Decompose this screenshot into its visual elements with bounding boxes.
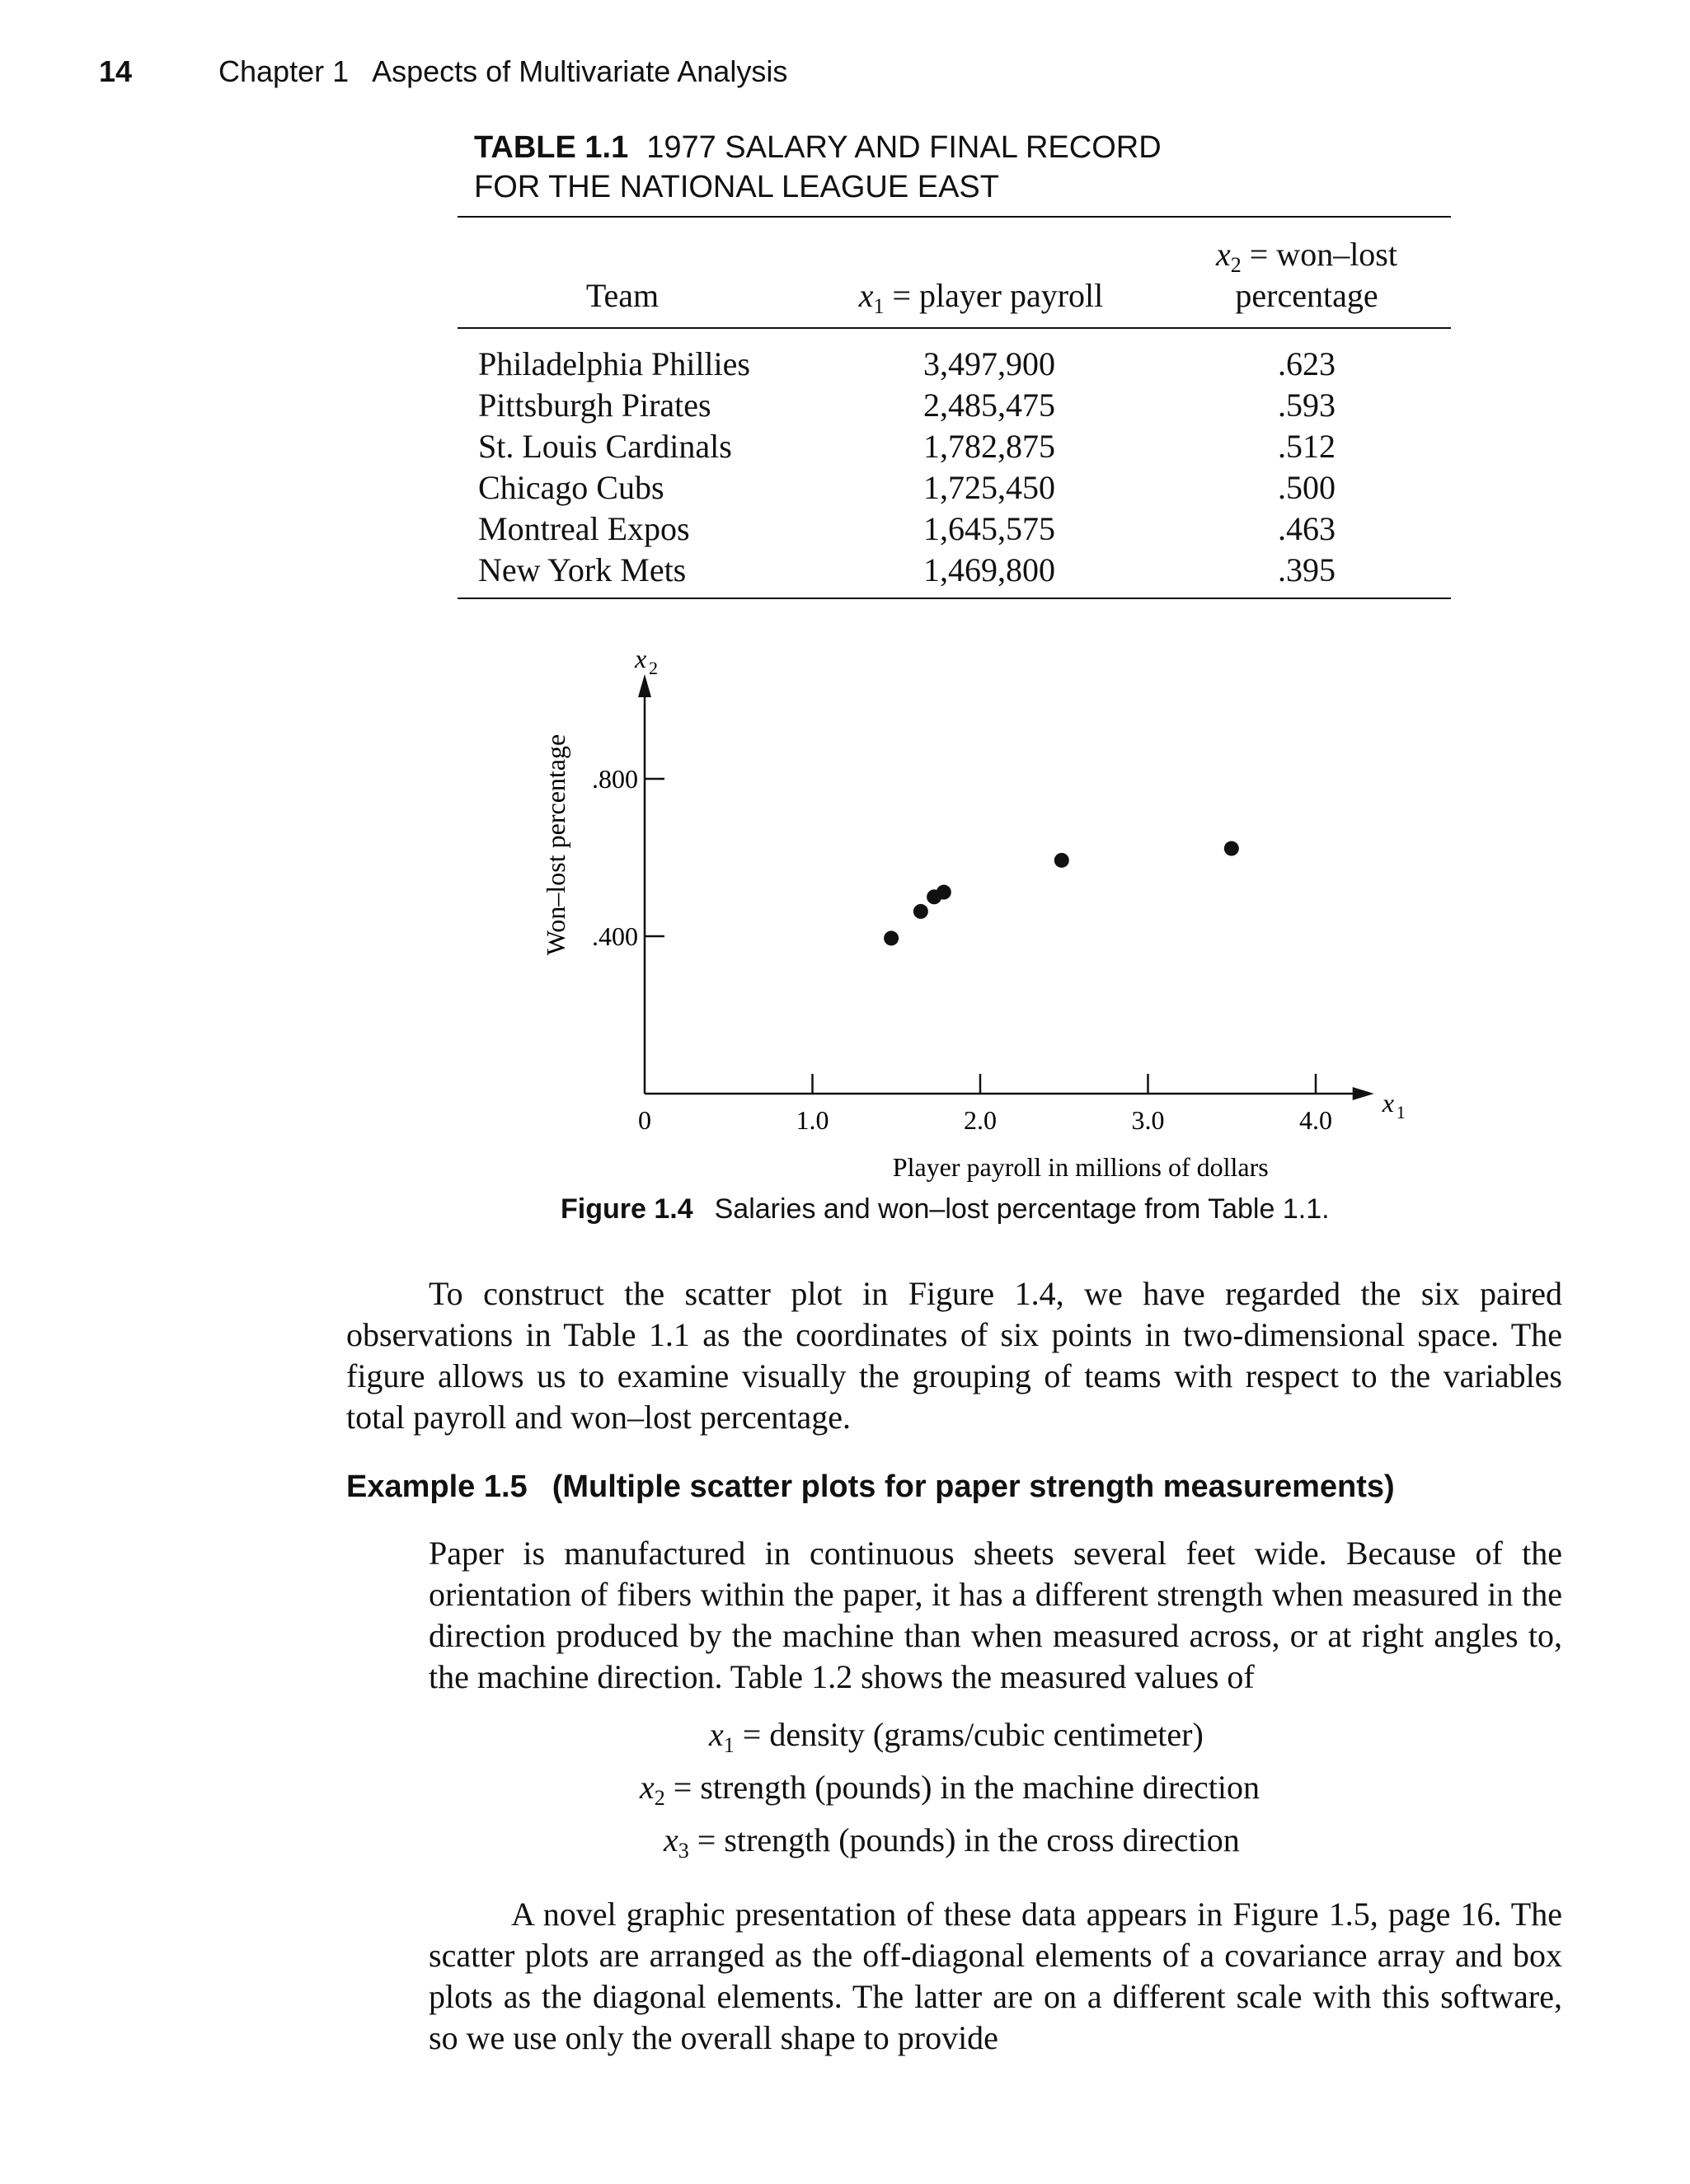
col-header-x1: $x_1$ = player payroll [858,277,1104,318]
example-heading [346,1469,1395,1505]
x-tick-label: 1.0 [796,1105,829,1135]
figure-caption [561,1193,1330,1226]
scatter-chart [0,635,1690,1187]
table-label: TABLE 1.1 [474,130,629,165]
table-row-team: New York Mets [478,551,687,588]
x-tick-label: 3.0 [1131,1105,1165,1135]
equation-x1: $x_1$ = density (grams/cubic centimeter) [709,1716,1204,1757]
data-point [913,904,928,919]
equation-x2: $x_2$ = strength (pounds) in the machine direction [640,1769,1260,1810]
data-point [884,930,899,945]
table-title-line1: 1977 SALARY AND FINAL RECORD [646,130,1162,165]
x-tick-label: 4.0 [1299,1105,1332,1135]
data-point [1224,841,1239,856]
running-title: Chapter 1 Aspects of Multivariate Analysis [218,54,788,88]
x-tick-label: 2.0 [964,1105,997,1135]
table-header-rule [458,327,1451,329]
table-row-team: St. Louis Cardinals [478,428,732,465]
x-axis-variable-sub: 1 [1396,1102,1406,1122]
example-title: (Multiple scatter plots for paper strength measurements) [552,1469,1395,1504]
table-caption [474,128,1463,207]
figure-label: Figure 1.4 [561,1193,693,1225]
table-row-team: Pittsburgh Pirates [478,387,711,424]
x-axis-title: Player payroll in millions of dollars [892,1152,1269,1182]
y-axis-variable-sub: 2 [649,658,658,678]
table-row-pct: .395 [1278,551,1336,588]
y-tick-label: .400 [592,921,638,951]
example-number: Example 1.5 [346,1469,528,1504]
equation-x3: $x_3$ = strength (pounds) in the cross direction [664,1821,1240,1863]
figure-caption-text: Salaries and won–lost percentage from Table 1.1. [714,1193,1330,1225]
table-row-pct: .500 [1278,469,1336,506]
y-axis-title: Won–lost percentage [541,733,570,956]
table-top-rule [458,216,1451,218]
y-axis-variable: x [635,644,647,673]
table-row-team: Philadelphia Phillies [478,345,750,382]
paragraph-2: Paper is manufactured in continuous sheets several feet wide. Because of the orientation of fibers within the paper, it has a different strength when measured in the direction produced by the machine than when measured across, or at right angles to, the machine direction. Table 1.2 shows the measured values of [429,1535,1562,1695]
table-row-payroll: 2,485,475 [923,387,1055,424]
table-row-payroll: 1,782,875 [923,428,1055,465]
y-tick-label: .800 [592,764,638,794]
col-header-team: Team [585,277,660,314]
table-title-line2: FOR THE NATIONAL LEAGUE EAST [474,170,999,204]
table-row-pct: .512 [1278,428,1336,465]
data-point [1054,853,1069,868]
table-row-payroll: 1,645,575 [923,510,1055,547]
table-row-pct: .593 [1278,387,1336,424]
x-axis-arrow [1353,1087,1374,1100]
table-bottom-rule [458,598,1451,599]
table-row-payroll: 1,469,800 [923,551,1055,588]
table-row-pct: .463 [1278,510,1336,547]
page-number: 14 [99,54,133,88]
table-row-payroll: 1,725,450 [923,469,1055,506]
data-point [927,889,941,904]
x-axis-variable: x [1382,1088,1394,1118]
table-row-pct: .623 [1278,345,1336,382]
table-row-team: Montreal Expos [478,510,690,547]
paragraph-3: A novel graphic presentation of these data appears in Figure 1.5, page 16. The scatter plots are arranged as the off-diagonal elements of a covariance array and box plots as the diagonal elements. The latter are on a different scale with this software, so we use only the overall shape to provide [429,1896,1562,2056]
table-row-payroll: 3,497,900 [923,345,1055,382]
table-row-team: Chicago Cubs [478,469,664,506]
col-header-x2: $x_2$ = won–lost percentage [1215,236,1397,314]
origin-label: 0 [638,1105,651,1135]
running-header [99,54,787,89]
paragraph-1: To construct the scatter plot in Figure 1.4, we have regarded the six paired observations in Table 1.1 as the coordinates of six points in two-dimensional space. The figure allows us to examine visually the grouping of teams with respect to the variables total payroll and won–lost percentage. [346,1275,1562,1436]
